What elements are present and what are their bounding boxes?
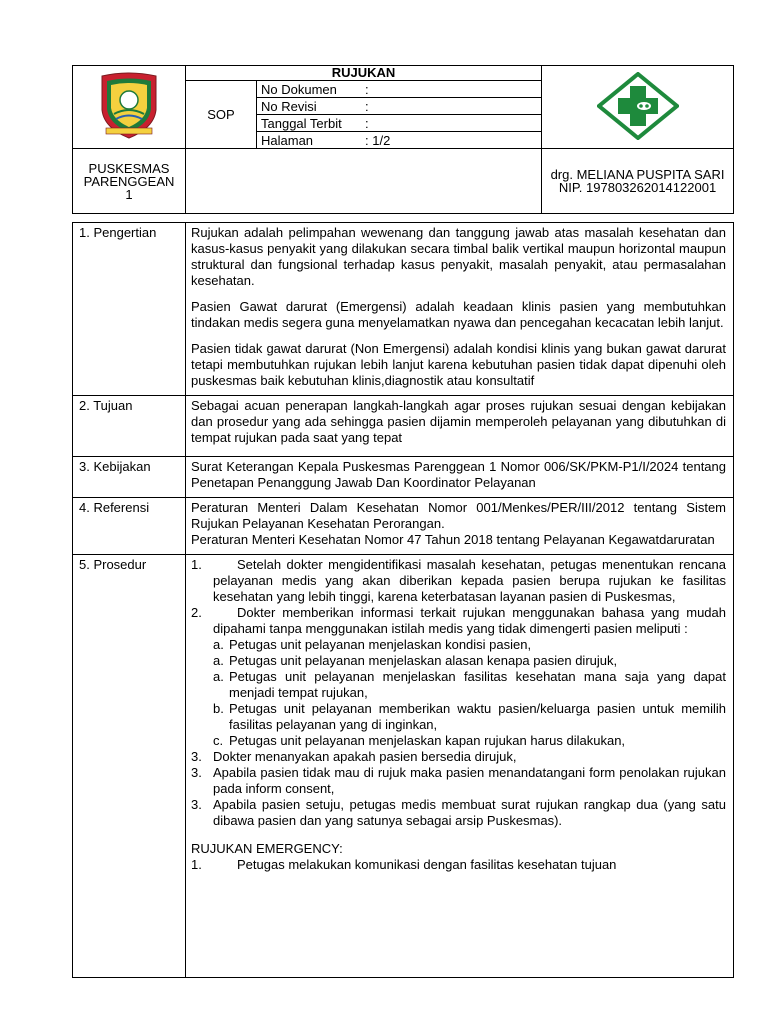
- prosedur-substep: a. Petugas unit pelayanan menjelaskan fasilitas kesehatan mana saja yang dapat menjadi tempat rujukan,: [213, 669, 726, 700]
- label-pengertian: 1. Pengertian: [73, 223, 186, 396]
- label-referensi: 4. Referensi: [73, 498, 186, 555]
- referensi-item: Peraturan Menteri Dalam Kesehatan Nomor 001/Menkes/PER/III/2012 tentang Sistem Rujukan Pelayanan Kesehatan Perorangan.: [191, 500, 726, 531]
- organization-name: PUSKESMAS PARENGGEAN 1: [73, 149, 186, 214]
- row-kebijakan: [73, 457, 734, 498]
- emergency-heading: RUJUKAN EMERGENCY:: [191, 841, 343, 856]
- prosedur-step: 3. Apabila pasien setuju, petugas medis membuat surat rujukan rangkap dua (yang satu dibawa pasien dan yang satunya sebagai arsip Puskesmas).: [191, 797, 726, 828]
- prosedur-step: 3. Dokter menanyakan apakah pasien bersedia dirujuk,: [191, 749, 517, 764]
- meta-no-dokumen: No Dokumen :: [257, 81, 542, 98]
- content-referensi: [186, 498, 734, 555]
- referensi-item: Peraturan Menteri Kesehatan Nomor 47 Tahun 2018 tentang Pelayanan Kegawatdaruratan: [191, 532, 715, 547]
- pengertian-paragraph: Pasien Gawat darurat (Emergensi) adalah keadaan klinis pasien yang membutuhkan tindakan medis segera guna menyelamatkan nyawa dan pencegahan kecacatan lebih lanjut.: [191, 299, 726, 330]
- blank-cell: [186, 149, 542, 214]
- regency-logo-cell: [73, 66, 186, 149]
- signatory: drg. MELIANA PUSPITA SARI NIP. 197803262014122001: [542, 149, 734, 214]
- meta-no-revisi: No Revisi :: [257, 98, 542, 115]
- row-referensi: [73, 498, 734, 555]
- document-title: RUJUKAN: [186, 66, 542, 81]
- sop-label: SOP: [186, 81, 257, 149]
- row-pengertian: [73, 223, 734, 396]
- content-kebijakan: Surat Keterangan Kepala Puskesmas Parenggean 1 Nomor 006/SK/PKM-P1/I/2024 tentang Penetapan Penanggung Jawab Dan Koordinator Pelayanan: [186, 457, 734, 498]
- meta-halaman: Halaman : 1/2: [257, 132, 542, 149]
- prosedur-substep: b. Petugas unit pelayanan memberikan waktu pasien/keluarga pasien untuk memilih fasilitas pelayanan yang di inginkan,: [213, 701, 726, 732]
- label-prosedur: 5. Prosedur: [73, 555, 186, 978]
- content-pengertian: [186, 223, 734, 396]
- puskesmas-logo-icon: [597, 72, 679, 140]
- prosedur-substep: c. Petugas unit pelayanan menjelaskan kapan rujukan harus dilakukan,: [213, 733, 626, 748]
- label-tujuan: 2. Tujuan: [73, 396, 186, 457]
- row-tujuan: [73, 396, 734, 457]
- label-kebijakan: 3. Kebijakan: [73, 457, 186, 498]
- pengertian-paragraph: Pasien tidak gawat darurat (Non Emergensi) adalah kondisi klinis yang bukan gawat darurat tetapi membutuhkan rujukan lebih lanjut karena kebutuhan pasien tidak dapat dipenuhi oleh puskesmas baik kebutuhan klinis,diagnostik atau konsultatif: [191, 341, 726, 388]
- prosedur-step: 3. Apabila pasien tidak mau di rujuk maka pasien menandatangani form penolakan rujukan pada inform consent,: [191, 765, 726, 796]
- meta-tanggal-terbit: Tanggal Terbit :: [257, 115, 542, 132]
- pengertian-paragraph: Rujukan adalah pelimpahan wewenang dan tanggung jawab atas masalah kesehatan dan kasus-kasus penyakit yang dilakukan secara timbal balik vertikal maupun horizontal maupun struktural dan fungsional terhadap kasus penyakit, masalah penyakit, atau permasalahan kesehatan.: [191, 225, 726, 288]
- row-prosedur: [73, 555, 734, 978]
- content-prosedur: [186, 555, 734, 978]
- prosedur-substep: a. Petugas unit pelayanan menjelaskan kondisi pasien,: [213, 637, 532, 652]
- sop-content-table: [72, 222, 734, 978]
- sop-header-table: [72, 65, 734, 214]
- prosedur-step: 1. Setelah dokter mengidentifikasi masalah kesehatan, petugas menentukan rencana pelayanan medis yang akan diberikan kepada pasien berupa rujukan ke fasilitas kesehatan yang lebih tinggi, karena keterbatasan layanan pasien di Puskesmas,: [191, 557, 726, 604]
- emergency-step: 1. Petugas melakukan komunikasi dengan fasilitas kesehatan tujuan: [191, 857, 617, 872]
- puskesmas-logo-cell: [542, 66, 734, 149]
- prosedur-substep: a. Petugas unit pelayanan menjelaskan alasan kenapa pasien dirujuk,: [213, 653, 618, 668]
- regency-emblem-icon: [94, 72, 164, 140]
- prosedur-step: 2. Dokter memberikan informasi terkait rujukan menggunakan bahasa yang mudah dipahami tanpa menggunakan istilah medis yang tidak dimengerti pasien meliputi :: [191, 605, 726, 636]
- content-tujuan: Sebagai acuan penerapan langkah-langkah agar proses rujukan sesuai dengan kebijakan dan prosedur yang ada sehingga pasien dijamin memperoleh pelayanan yang dibutuhkan di tempat rujukan pada saat yang tepat: [186, 396, 734, 457]
